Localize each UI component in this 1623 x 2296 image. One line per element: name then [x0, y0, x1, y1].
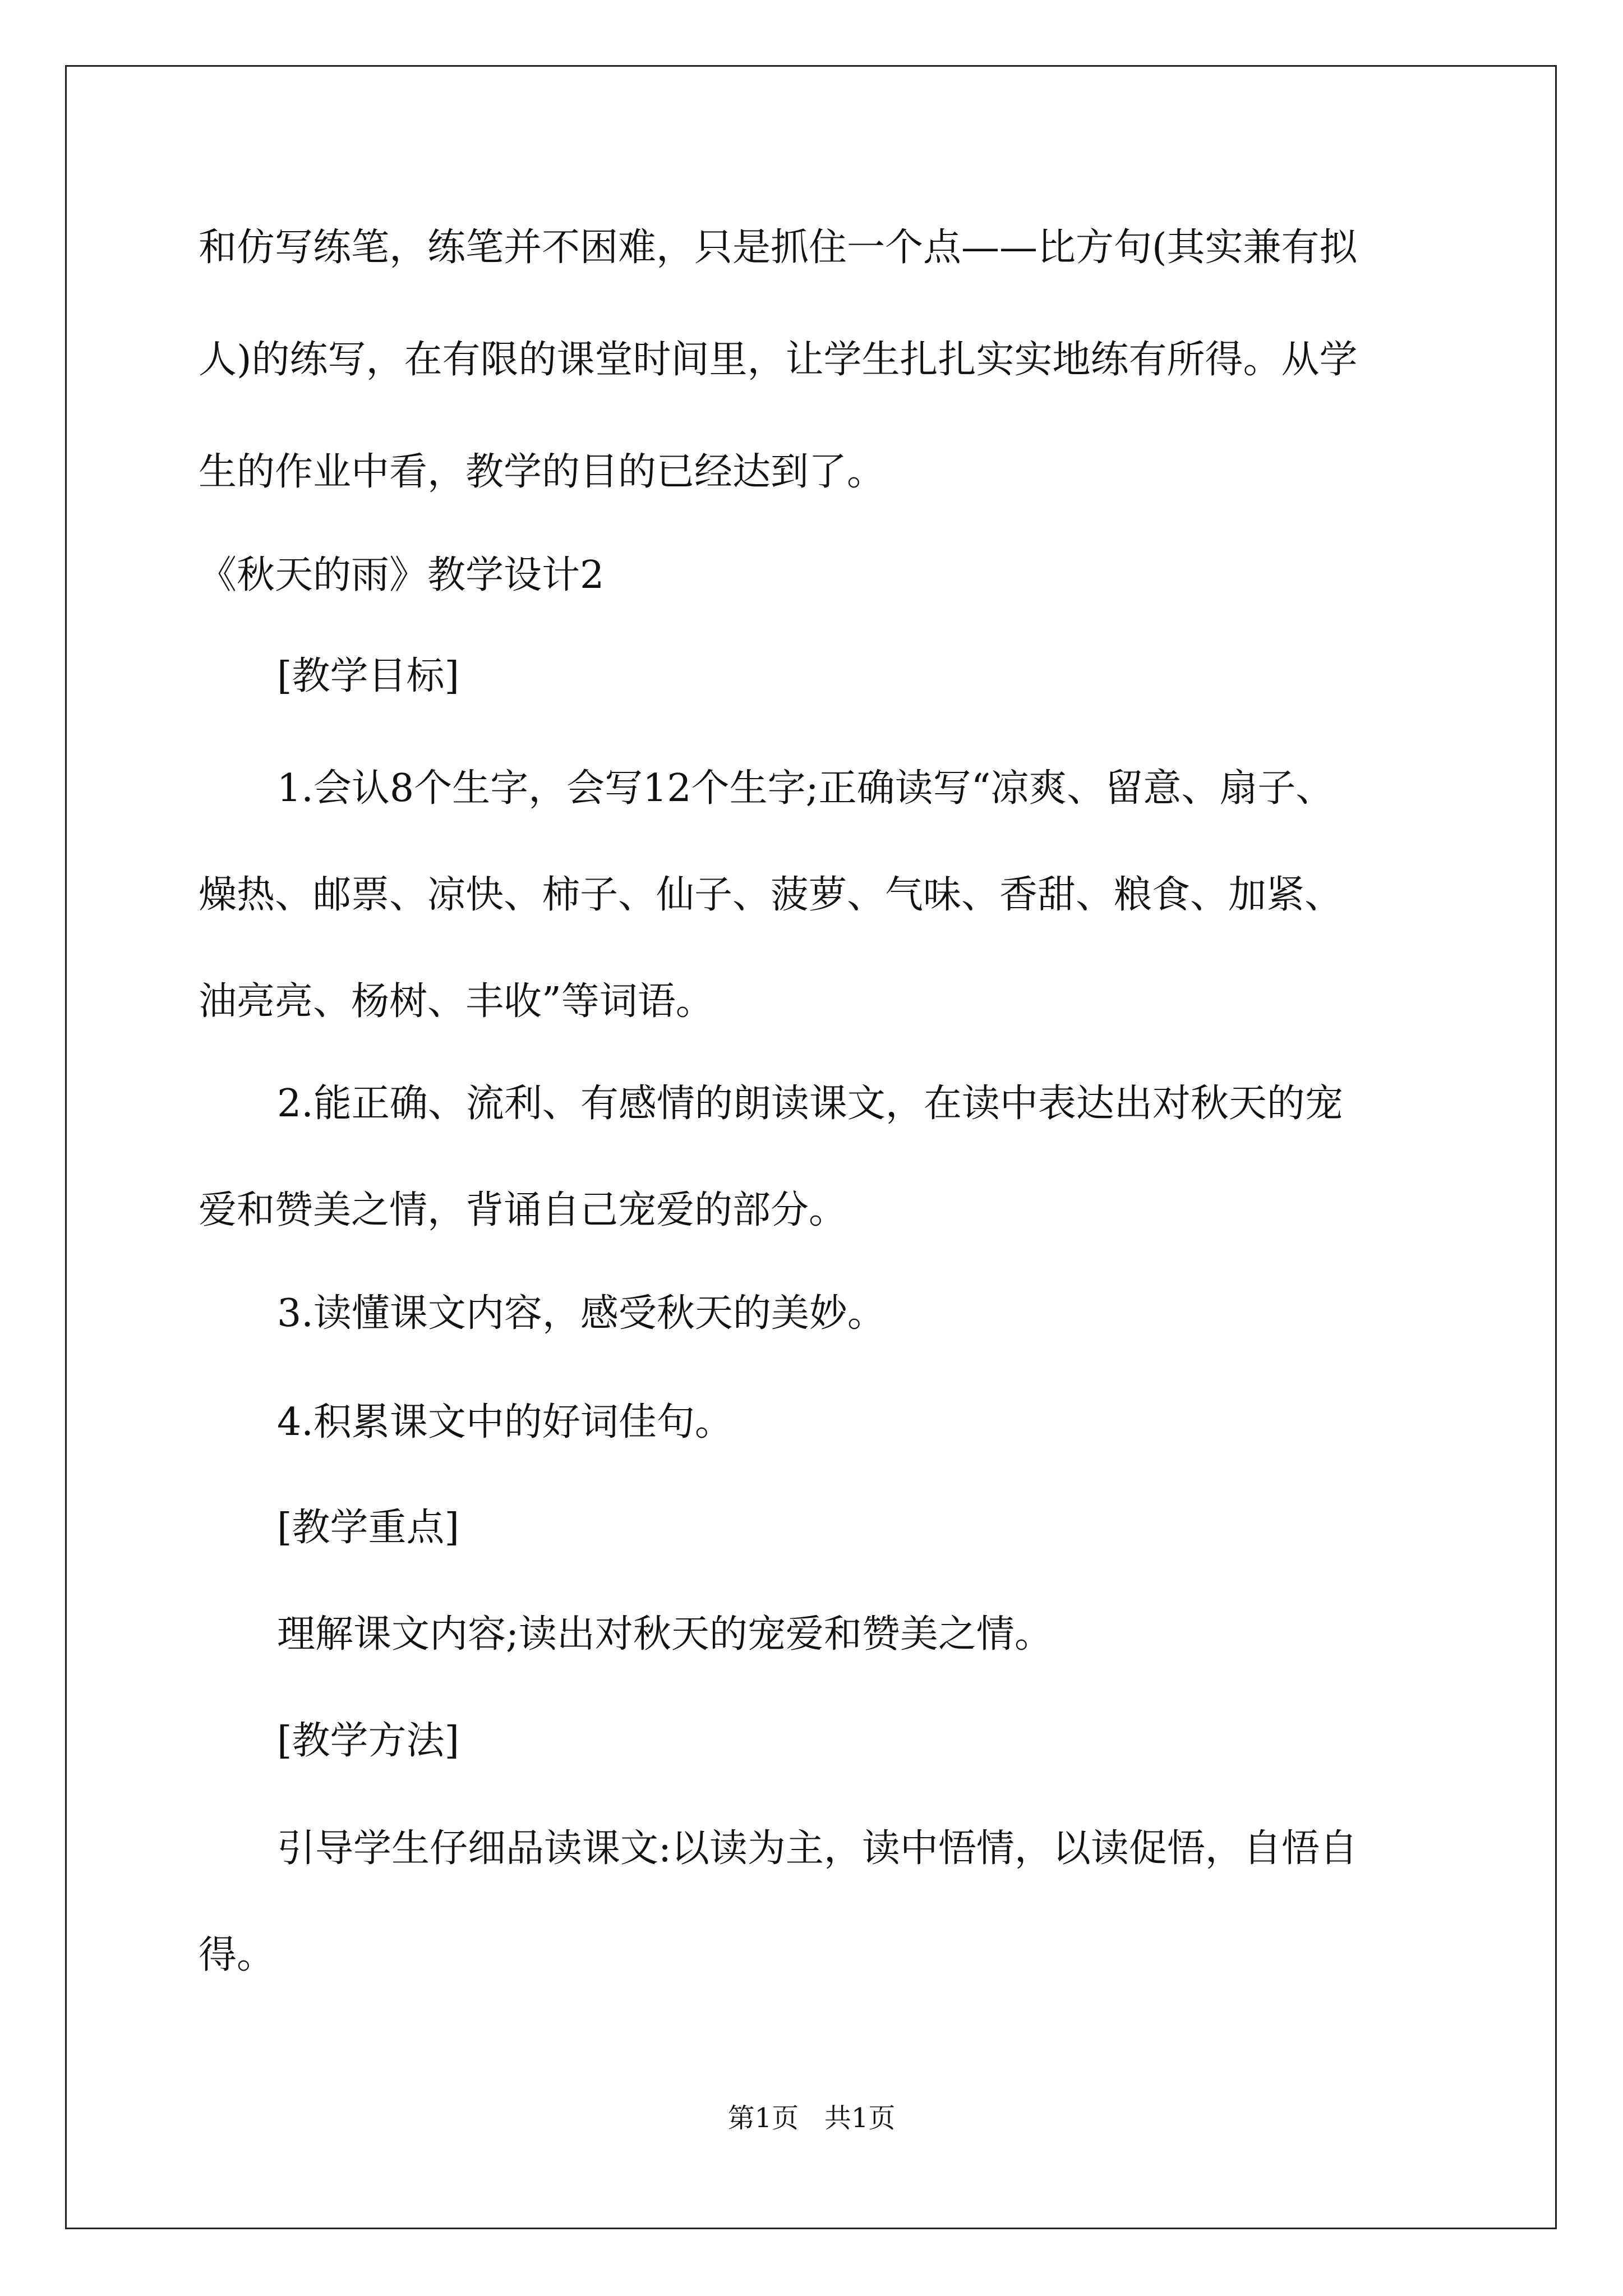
- goal-1-line-1: 1.会认8个生字，会写12个生字;正确读写“凉爽、留意、扇子、: [277, 766, 1334, 811]
- teaching-focus-text: 理解课文内容;读出对秋天的宠爱和赞美之情。: [277, 1612, 1053, 1657]
- body-line-1: 和仿写练笔，练笔并不困难，只是抓住一个点——比方句(其实兼有拟: [199, 226, 1358, 270]
- goal-2-line-2: 爱和赞美之情，背诵自己宠爱的部分。: [199, 1188, 847, 1232]
- teaching-method-line-1: 引导学生仔细品读课文:以读为主，读中悟情，以读促悟，自悟自: [277, 1826, 1358, 1871]
- goal-4: 4.积累课文中的好词佳句。: [277, 1400, 733, 1444]
- heading-teaching-method: [教学方法]: [277, 1719, 460, 1763]
- body-line-3: 生的作业中看，教学的目的已经达到了。: [199, 450, 886, 494]
- heading-teaching-focus: [教学重点]: [277, 1506, 460, 1550]
- goal-1-line-2: 燥热、邮票、凉快、柿子、仙子、菠萝、气味、香甜、粮食、加紧、: [199, 873, 1343, 917]
- section-title: 《秋天的雨》教学设计2: [199, 553, 605, 597]
- page-border: [65, 65, 1557, 2229]
- teaching-method-line-2: 得。: [199, 1933, 275, 1977]
- goal-2-line-1: 2.能正确、流利、有感情的朗读课文，在读中表达出对秋天的宠: [277, 1082, 1343, 1126]
- goal-3: 3.读懂课文内容，感受秋天的美妙。: [277, 1291, 886, 1336]
- heading-teaching-goals: [教学目标]: [277, 654, 460, 698]
- page-footer: 第1页 共1页: [727, 2102, 896, 2134]
- goal-1-line-3: 油亮亮、杨树、丰收”等词语。: [199, 979, 714, 1024]
- body-line-2: 人)的练写，在有限的课堂时间里，让学生扎扎实实地练有所得。从学: [199, 338, 1358, 382]
